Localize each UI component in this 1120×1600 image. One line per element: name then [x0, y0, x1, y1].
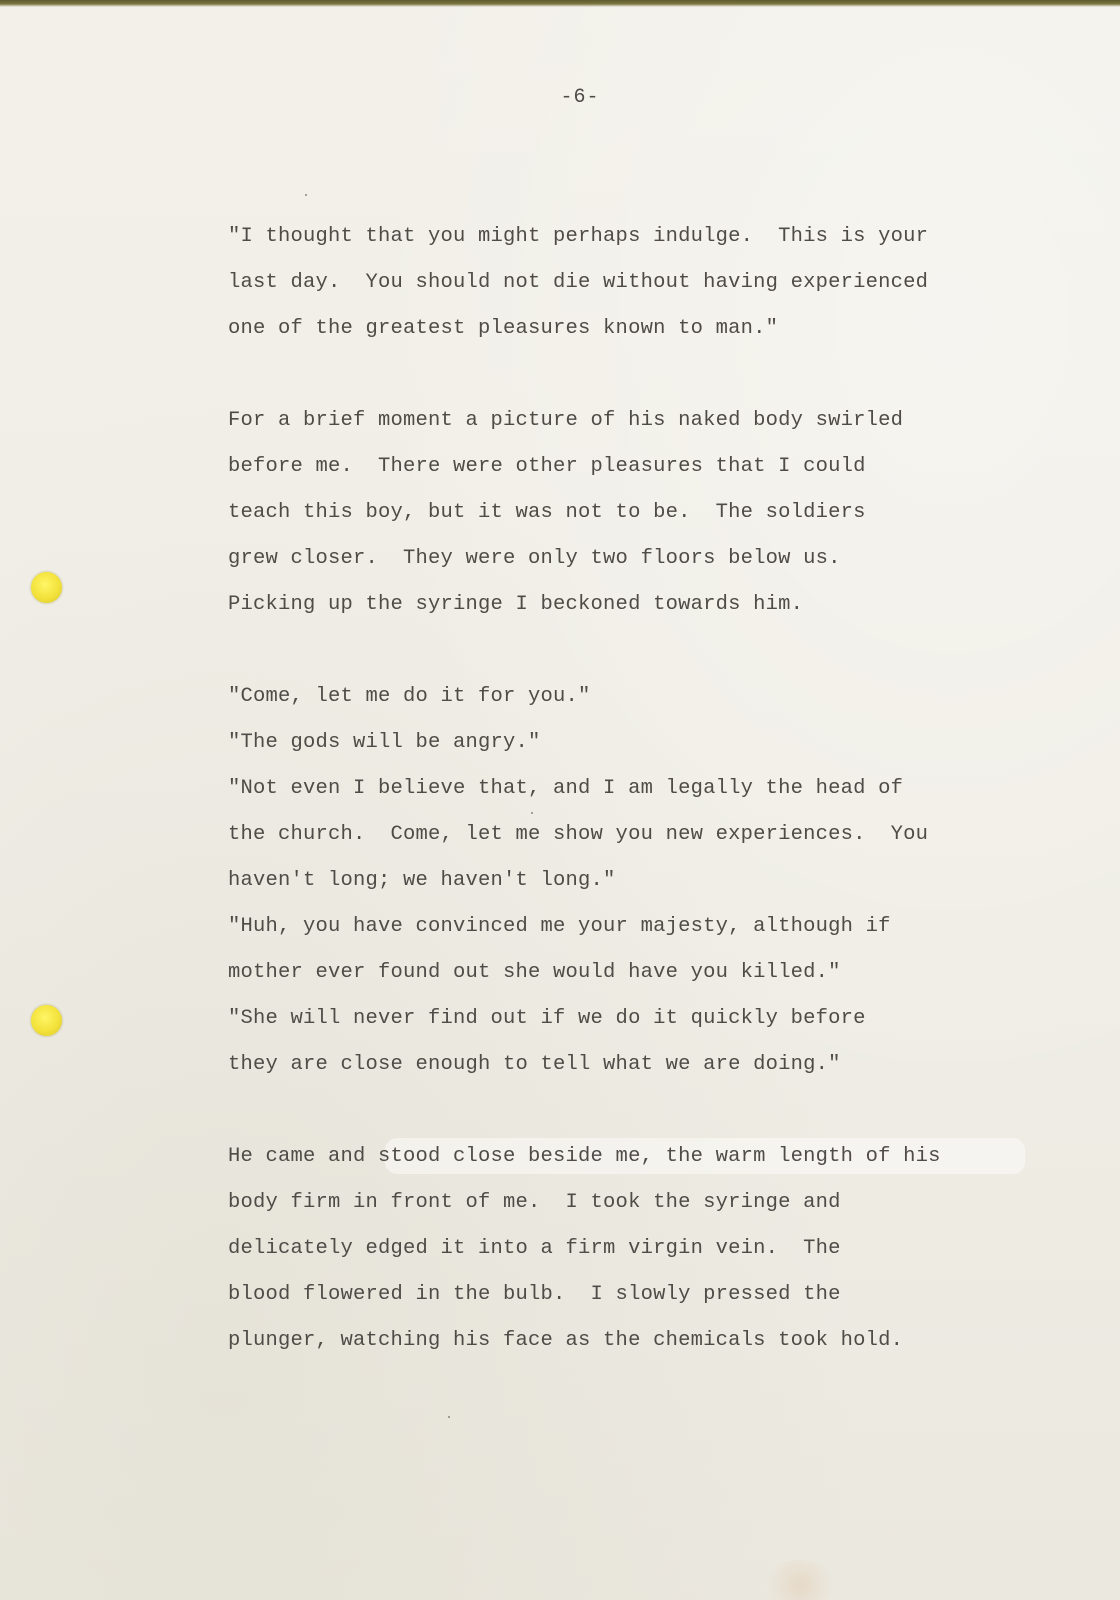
text-line: one of the greatest pleasures known to man." — [228, 317, 779, 340]
text-line: mother ever found out she would have you killed." — [228, 961, 841, 984]
text-line: "She will never find out if we do it quickly before — [228, 1007, 866, 1030]
text-line: body firm in front of me. I took the syringe and — [228, 1191, 841, 1214]
text-line: Picking up the syringe I beckoned towards him. — [228, 593, 804, 616]
paper-speck — [448, 1416, 450, 1418]
text-line: last day. You should not die without having experienced — [228, 271, 929, 294]
text-line: "The gods will be angry." — [228, 731, 541, 754]
punch-hole-lower — [31, 1005, 62, 1036]
text-line: "Come, let me do it for you." — [228, 685, 591, 708]
text-line: they are close enough to tell what we are doing." — [228, 1053, 841, 1076]
text-line: the church. Come, let me show you new experiences. You — [228, 823, 929, 846]
paragraph-gap — [228, 1088, 1048, 1134]
paper-stain — [760, 1560, 840, 1600]
text-line: He came and stood close beside me, the warm length of his — [228, 1145, 941, 1168]
paragraph-gap — [228, 352, 1048, 398]
text-line: "Huh, you have convinced me your majesty, although if — [228, 915, 891, 938]
text-line: For a brief moment a picture of his naked body swirled — [228, 409, 904, 432]
punch-hole-upper — [31, 572, 62, 603]
paper-speck — [305, 194, 307, 196]
text-line: plunger, watching his face as the chemicals took hold. — [228, 1329, 904, 1352]
text-line: before me. There were other pleasures that I could — [228, 455, 866, 478]
paragraph-gap — [228, 628, 1048, 674]
text-line: grew closer. They were only two floors below us. — [228, 547, 841, 570]
text-line: haven't long; we haven't long." — [228, 869, 616, 892]
body-text — [228, 214, 1048, 1364]
page-top-edge — [0, 0, 1120, 7]
text-line: "I thought that you might perhaps indulge. This is your — [228, 225, 929, 248]
page-number: -6- — [560, 86, 600, 109]
text-line: blood flowered in the bulb. I slowly pressed the — [228, 1283, 841, 1306]
text-line: delicately edged it into a firm virgin vein. The — [228, 1237, 841, 1260]
text-line: teach this boy, but it was not to be. The soldiers — [228, 501, 866, 524]
text-line: "Not even I believe that, and I am legally the head of — [228, 777, 904, 800]
